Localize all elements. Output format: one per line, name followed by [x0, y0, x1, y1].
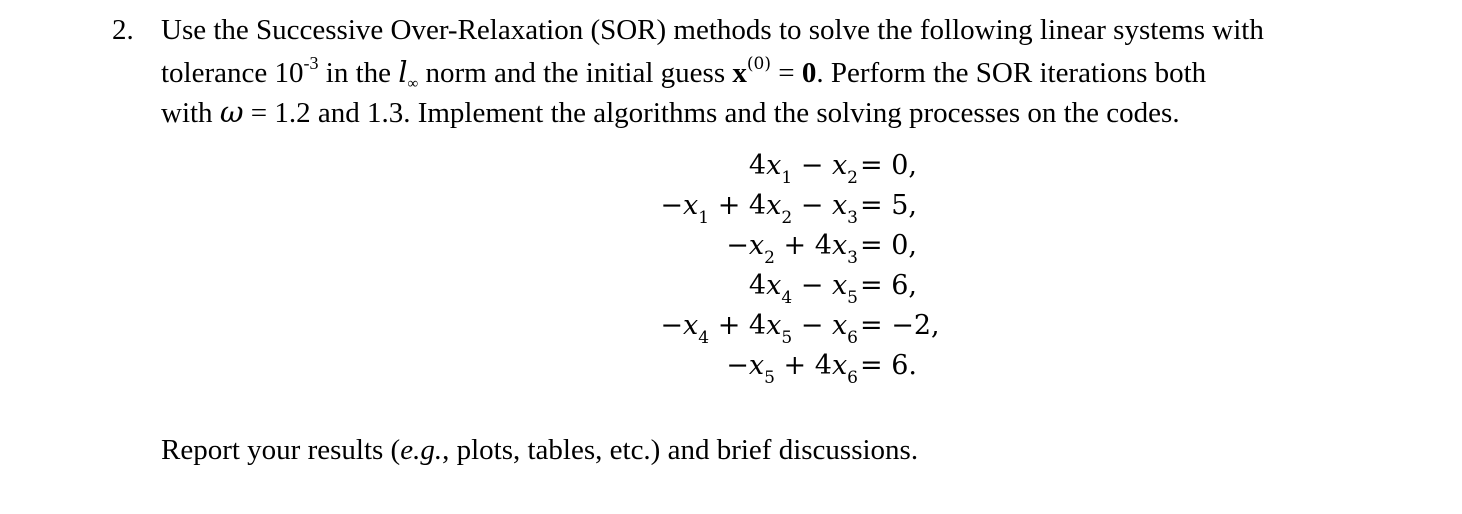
- equation-5-lhs: [660, 306, 858, 349]
- report-eg: e.g.: [400, 434, 443, 466]
- equation-1-rhs: = 0,: [860, 150, 917, 181]
- line1-text: Use the Successive Over-Relaxation (SOR) methods to solve the following linear systems with: [161, 14, 1264, 46]
- equation-term: −: [792, 150, 832, 181]
- line3-text-a: with: [161, 97, 220, 129]
- equation-2-lhs: [660, 186, 858, 229]
- report-text-a: Report your results (: [161, 434, 401, 466]
- initial-guess-vector: x: [732, 57, 747, 89]
- variable-subscript: 5: [847, 288, 858, 308]
- equation-4: [0, 266, 1462, 306]
- variable-x: x: [831, 230, 848, 261]
- report-instruction: [161, 430, 918, 470]
- problem-line-1: [161, 10, 1264, 50]
- equation-2: [0, 186, 1462, 226]
- variable-subscript: 4: [698, 328, 710, 348]
- equation-term: −: [726, 350, 749, 381]
- equation-term: 4: [748, 150, 767, 181]
- variable-subscript: 1: [698, 208, 710, 228]
- equation-term: + 4: [709, 190, 767, 221]
- equation-4-lhs: [749, 266, 858, 309]
- equation-1: [0, 146, 1462, 186]
- variable-x: x: [748, 230, 765, 261]
- variable-x: x: [766, 190, 782, 221]
- variable-subscript: 2: [764, 248, 775, 268]
- equation-1-lhs: [749, 146, 858, 189]
- line2-text-d: . Perform the SOR iterations both: [816, 57, 1207, 89]
- variable-x: x: [766, 270, 782, 301]
- equation-3: [0, 226, 1462, 266]
- problem-line-3: [161, 92, 1180, 133]
- omega-symbol: ω: [219, 95, 244, 129]
- line3-text-b: = 1.2 and 1.3. Implement the algorithms and the solving processes on the codes.: [243, 97, 1180, 129]
- problem-number: 2.: [112, 14, 134, 46]
- variable-subscript: 5: [764, 368, 775, 388]
- equation-term: −: [726, 230, 749, 261]
- equation-5: [0, 306, 1462, 346]
- equation-5-rhs: = −2,: [860, 310, 940, 341]
- variable-x: x: [831, 190, 848, 221]
- variable-x: x: [831, 350, 848, 381]
- equation-term: + 4: [774, 350, 832, 381]
- variable-x: x: [766, 310, 782, 341]
- line2-equals: =: [770, 57, 802, 89]
- equation-4-rhs: = 6,: [860, 270, 917, 301]
- variable-subscript: 4: [781, 288, 793, 308]
- norm-symbol: l: [398, 55, 408, 89]
- variable-subscript: 3: [847, 248, 858, 268]
- variable-x: x: [683, 310, 699, 341]
- norm-subscript: ∞: [407, 76, 419, 92]
- tolerance-text: tolerance 10: [161, 57, 304, 89]
- variable-subscript: 1: [781, 168, 793, 188]
- variable-x: x: [683, 190, 699, 221]
- equation-term: −: [660, 190, 684, 221]
- variable-subscript: 5: [781, 328, 793, 348]
- equation-term: −: [792, 310, 832, 341]
- equation-3-rhs: = 0,: [860, 230, 917, 261]
- equation-2-rhs: = 5,: [860, 190, 917, 221]
- variable-subscript: 2: [847, 168, 858, 188]
- equation-6-rhs: = 6.: [860, 350, 917, 381]
- variable-subscript: 6: [847, 328, 858, 348]
- variable-subscript: 6: [847, 368, 858, 388]
- variable-x: x: [831, 150, 848, 181]
- equation-6-lhs: [726, 346, 858, 389]
- equation-term: −: [660, 310, 684, 341]
- variable-x: x: [831, 270, 848, 301]
- initial-guess-superscript: (0): [746, 54, 771, 74]
- variable-x: x: [748, 350, 765, 381]
- line2-text-c: norm and the initial guess: [418, 57, 733, 89]
- equation-term: 4: [748, 270, 767, 301]
- equation-term: + 4: [774, 230, 832, 261]
- equation-6: [0, 346, 1462, 386]
- report-text-b: , plots, tables, etc.) and brief discussions.: [442, 434, 919, 466]
- tolerance-exponent: -3: [303, 53, 319, 73]
- variable-subscript: 2: [781, 208, 793, 228]
- variable-x: x: [831, 310, 848, 341]
- equation-term: + 4: [709, 310, 767, 341]
- variable-x: x: [766, 150, 782, 181]
- equation-3-lhs: [726, 226, 858, 269]
- equation-term: −: [792, 270, 832, 301]
- variable-subscript: 3: [847, 208, 858, 228]
- zero-vector: 0: [801, 57, 817, 89]
- equation-term: −: [792, 190, 832, 221]
- line2-text-b: in the: [318, 57, 399, 89]
